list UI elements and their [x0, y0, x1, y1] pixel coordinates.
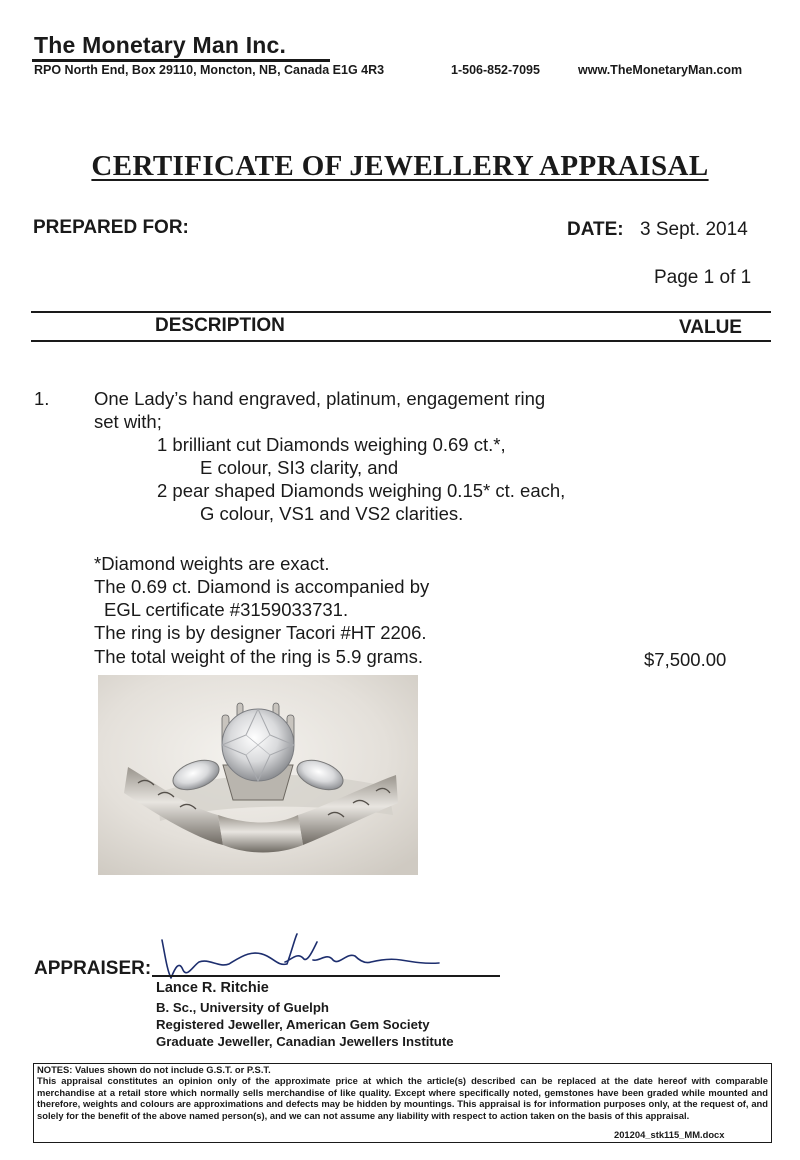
- appraiser-label: APPRAISER:: [34, 958, 152, 979]
- page-info: Page 1 of 1: [654, 267, 752, 288]
- company-phone: 1-506-852-7095: [451, 63, 540, 77]
- item-note: The total weight of the ring is 5.9 grams.: [94, 646, 424, 667]
- company-website: www.TheMonetaryMan.com: [578, 63, 743, 77]
- date-value: 3 Sept. 2014: [640, 219, 748, 240]
- description-header: DESCRIPTION: [155, 315, 285, 336]
- table-top-rule: [31, 311, 771, 313]
- appraiser-credential: Registered Jeweller, American Gem Society: [156, 1017, 430, 1032]
- notes-title: NOTES: Values shown do not include G.S.T. or P.S.T.: [37, 1064, 271, 1075]
- item-note: The 0.69 ct. Diamond is accompanied by: [94, 576, 430, 597]
- item-line: G colour, VS1 and VS2 clarities.: [200, 503, 464, 524]
- appraiser-name: Lance R. Ritchie: [156, 980, 269, 996]
- document-reference: 201204_stk115_MM.docx: [614, 1129, 725, 1140]
- appraiser-credential: B. Sc., University of Guelph: [156, 1000, 329, 1015]
- prepared-for-label: PREPARED FOR:: [33, 217, 189, 238]
- company-address: RPO North End, Box 29110, Moncton, NB, Canada E1G 4R3: [34, 63, 385, 77]
- item-note: EGL certificate #3159033731.: [104, 599, 349, 620]
- appraiser-credential: Graduate Jeweller, Canadian Jewellers Institute: [156, 1034, 454, 1049]
- item-line: One Lady’s hand engraved, platinum, engagement ring: [94, 388, 546, 409]
- item-line: set with;: [94, 411, 162, 432]
- notes-body: This appraisal constitutes an opinion only of the approximate price at which the article(s) described can be replaced at the date hereof with comparable merchandise at a retail store which normally sells merchandise of like quality. Except where specifically noted, gemstones have been graded while mounted and therefore, weights and colours are approximations and defects may be hidden by mountings. This appraisal is for information purposes only, at the request of, and solely for the benefit of the above named person(s), and we can not assume any liability with respect to action taken on the basis of this appraisal.: [37, 1075, 768, 1121]
- item-line: 2 pear shaped Diamonds weighing 0.15* ct. each,: [157, 480, 566, 501]
- signature: [157, 930, 457, 985]
- company-name: The Monetary Man Inc.: [34, 32, 287, 58]
- ring-photo: [98, 675, 418, 875]
- item-number: 1.: [34, 388, 50, 409]
- item-value: $7,500.00: [644, 649, 727, 670]
- signature-line: [152, 975, 500, 977]
- certificate-title: CERTIFICATE OF JEWELLERY APPRAISAL: [91, 150, 709, 182]
- date-label: DATE:: [567, 219, 624, 240]
- certificate-title-wrap: [0, 150, 800, 183]
- table-header-rule: [31, 340, 771, 342]
- item-note: *Diamond weights are exact.: [94, 553, 330, 574]
- company-underline: [32, 59, 330, 62]
- item-note: The ring is by designer Tacori #HT 2206.: [94, 622, 427, 643]
- item-line: 1 brilliant cut Diamonds weighing 0.69 ct.*,: [157, 434, 506, 455]
- item-line: E colour, SI3 clarity, and: [200, 457, 399, 478]
- value-header: VALUE: [679, 317, 742, 338]
